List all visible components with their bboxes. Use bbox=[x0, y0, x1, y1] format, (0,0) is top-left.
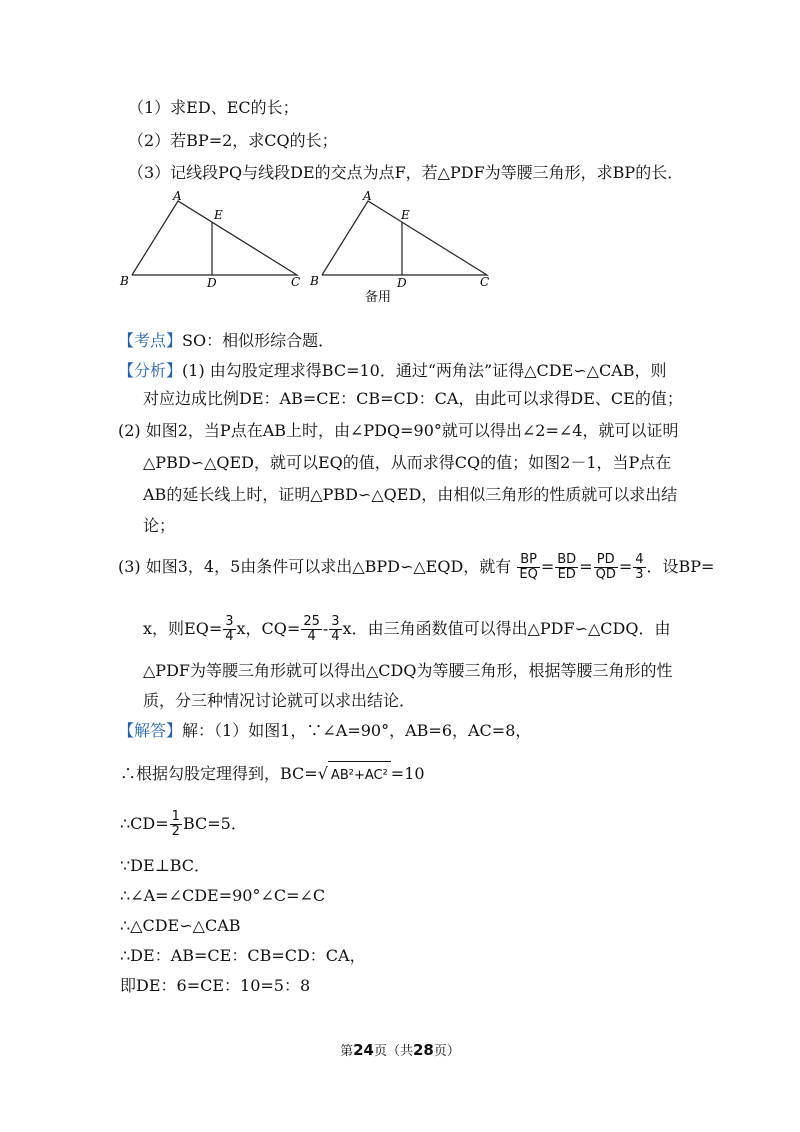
question-1: （1）求ED、EC的长； bbox=[128, 98, 299, 117]
jieda-line-6: ∴△CDE∽△CAB bbox=[120, 916, 241, 935]
radicand: AB²+AC² bbox=[328, 761, 391, 790]
label-c: C bbox=[480, 275, 490, 289]
fraction-3-4-b: $\frac{3}{4}$ bbox=[331, 614, 340, 644]
label-d: D bbox=[207, 276, 217, 290]
fenxi-text-4b: x，CQ= bbox=[236, 619, 301, 638]
fraction-25-4: $\frac{25}{4}$ bbox=[303, 614, 320, 644]
fenxi-text-4c: x．由三角函数值可以得出△PDF∽△CDQ．由 bbox=[342, 619, 671, 638]
jieda-line-5: ∴∠A=∠CDE=90°∠C=∠C bbox=[120, 886, 326, 905]
kaodian-text: SO：相似形综合题． bbox=[182, 331, 335, 350]
page-total: 28 bbox=[413, 1041, 434, 1059]
fenxi-text-1a: (1) 由勾股定理求得BC=10．通过“两角法”证得△CDE∽△CAB，则 bbox=[182, 361, 667, 380]
label-b: B bbox=[120, 274, 129, 288]
triangle-figure-1 bbox=[115, 188, 315, 298]
fenxi-text-4a: x，则EQ= bbox=[143, 619, 223, 638]
fenxi-line-2: 对应边成比例DE：AB=CE：CB=CD：CA，由此可以求得DE、CE的值； bbox=[143, 389, 683, 408]
kaodian-line bbox=[118, 330, 334, 352]
fenxi-line-1 bbox=[118, 360, 667, 382]
fraction-bp-eq: $\frac{BP}{EQ}$ bbox=[519, 552, 538, 582]
fenxi-tag: 【分析】 bbox=[118, 361, 183, 380]
fenxi-line-9: △PDF为等腰三角形就可以得出△CDQ为等腰三角形，根据等腰三角形的性 bbox=[143, 661, 673, 680]
page-number: 24 bbox=[353, 1041, 374, 1059]
label-b: B bbox=[310, 274, 319, 288]
fenxi-text-3-pre: (3) 如图3，4，5由条件可以求出△BPD∽△EQD，就有 bbox=[118, 557, 512, 576]
fraction-1-2: $\frac{1}{2}$ bbox=[171, 809, 180, 839]
minus-sign: - bbox=[322, 619, 329, 638]
jieda-line-3 bbox=[120, 810, 247, 839]
fraction-4-3: $\frac{4}{3}$ bbox=[635, 552, 644, 582]
jieda-text-3-post: BC=5． bbox=[182, 814, 247, 833]
fenxi-text-3-post: ．设BP= bbox=[646, 557, 715, 576]
fraction-3-4: $\frac{3}{4}$ bbox=[225, 614, 234, 644]
kaodian-tag: 【考点】 bbox=[118, 331, 183, 350]
fenxi-line-10: 质，分三种情况讨论就可以求出结论． bbox=[143, 691, 416, 710]
fenxi-line-7: (3) 如图3，4，5由条件可以求出△BPD∽△EQD，就有 $\frac{BP}{EQ}$ = $\frac{BD}{ED}$ = $\frac{PD}{QD}$ = $\frac{4}{3}$ ．设BP= bbox=[118, 552, 715, 582]
figure-caption: 备用 bbox=[365, 290, 392, 305]
jieda-line-2: ∴根据勾股定理得到，BC=√ AB²+AC² =10 bbox=[120, 760, 425, 790]
fenxi-line-3: (2) 如图2，当P点在AB上时，由∠PDQ=90°就可以得出∠2=∠4，就可以证明 bbox=[118, 421, 679, 440]
page-footer: 第24页（共28页） bbox=[340, 1041, 460, 1059]
label-c: C bbox=[291, 275, 301, 289]
fraction-pd-qd: $\frac{PD}{QD}$ bbox=[595, 552, 616, 582]
jieda-text-2-post: =10 bbox=[390, 764, 425, 783]
label-a: A bbox=[173, 189, 182, 203]
label-e: E bbox=[214, 208, 223, 222]
jieda-line-4: ∵DE⊥BC． bbox=[120, 856, 211, 875]
question-3: （3）记线段PQ与线段DE的交点为点F，若△PDF为等腰三角形，求BP的长． bbox=[128, 163, 684, 182]
jieda-text-1: 解：（1）如图1，∵∠A=90°，AB=6，AC=8， bbox=[182, 721, 532, 740]
jieda-line-7: ∴DE：AB=CE：CB=CD：CA， bbox=[120, 946, 366, 965]
jieda-text-2-pre: ∴根据勾股定理得到，BC= bbox=[120, 764, 318, 783]
question-2: （2）若BP=2，求CQ的长； bbox=[128, 131, 338, 150]
fraction-bd-ed: $\frac{BD}{ED}$ bbox=[557, 552, 577, 582]
label-a: A bbox=[363, 189, 372, 203]
fenxi-line-8 bbox=[143, 615, 670, 644]
jieda-text-3-pre: ∴CD= bbox=[120, 814, 169, 833]
label-d: D bbox=[397, 276, 407, 290]
jieda-line-8: 即DE：6=CE：10=5：8 bbox=[120, 976, 311, 995]
jieda-line-1 bbox=[118, 720, 531, 742]
triangle-figure-2 bbox=[305, 188, 505, 306]
fenxi-line-6: 论； bbox=[143, 516, 176, 535]
fenxi-line-4: △PBD∽△QED，就可以EQ的值，从而求得CQ的值；如图2－1，当P点在 bbox=[143, 453, 672, 472]
label-e: E bbox=[401, 208, 410, 222]
fenxi-line-5: AB的延长线上时，证明△PBD∽△QED，由相似三角形的性质就可以求出结 bbox=[143, 485, 678, 504]
jieda-tag: 【解答】 bbox=[118, 721, 183, 740]
